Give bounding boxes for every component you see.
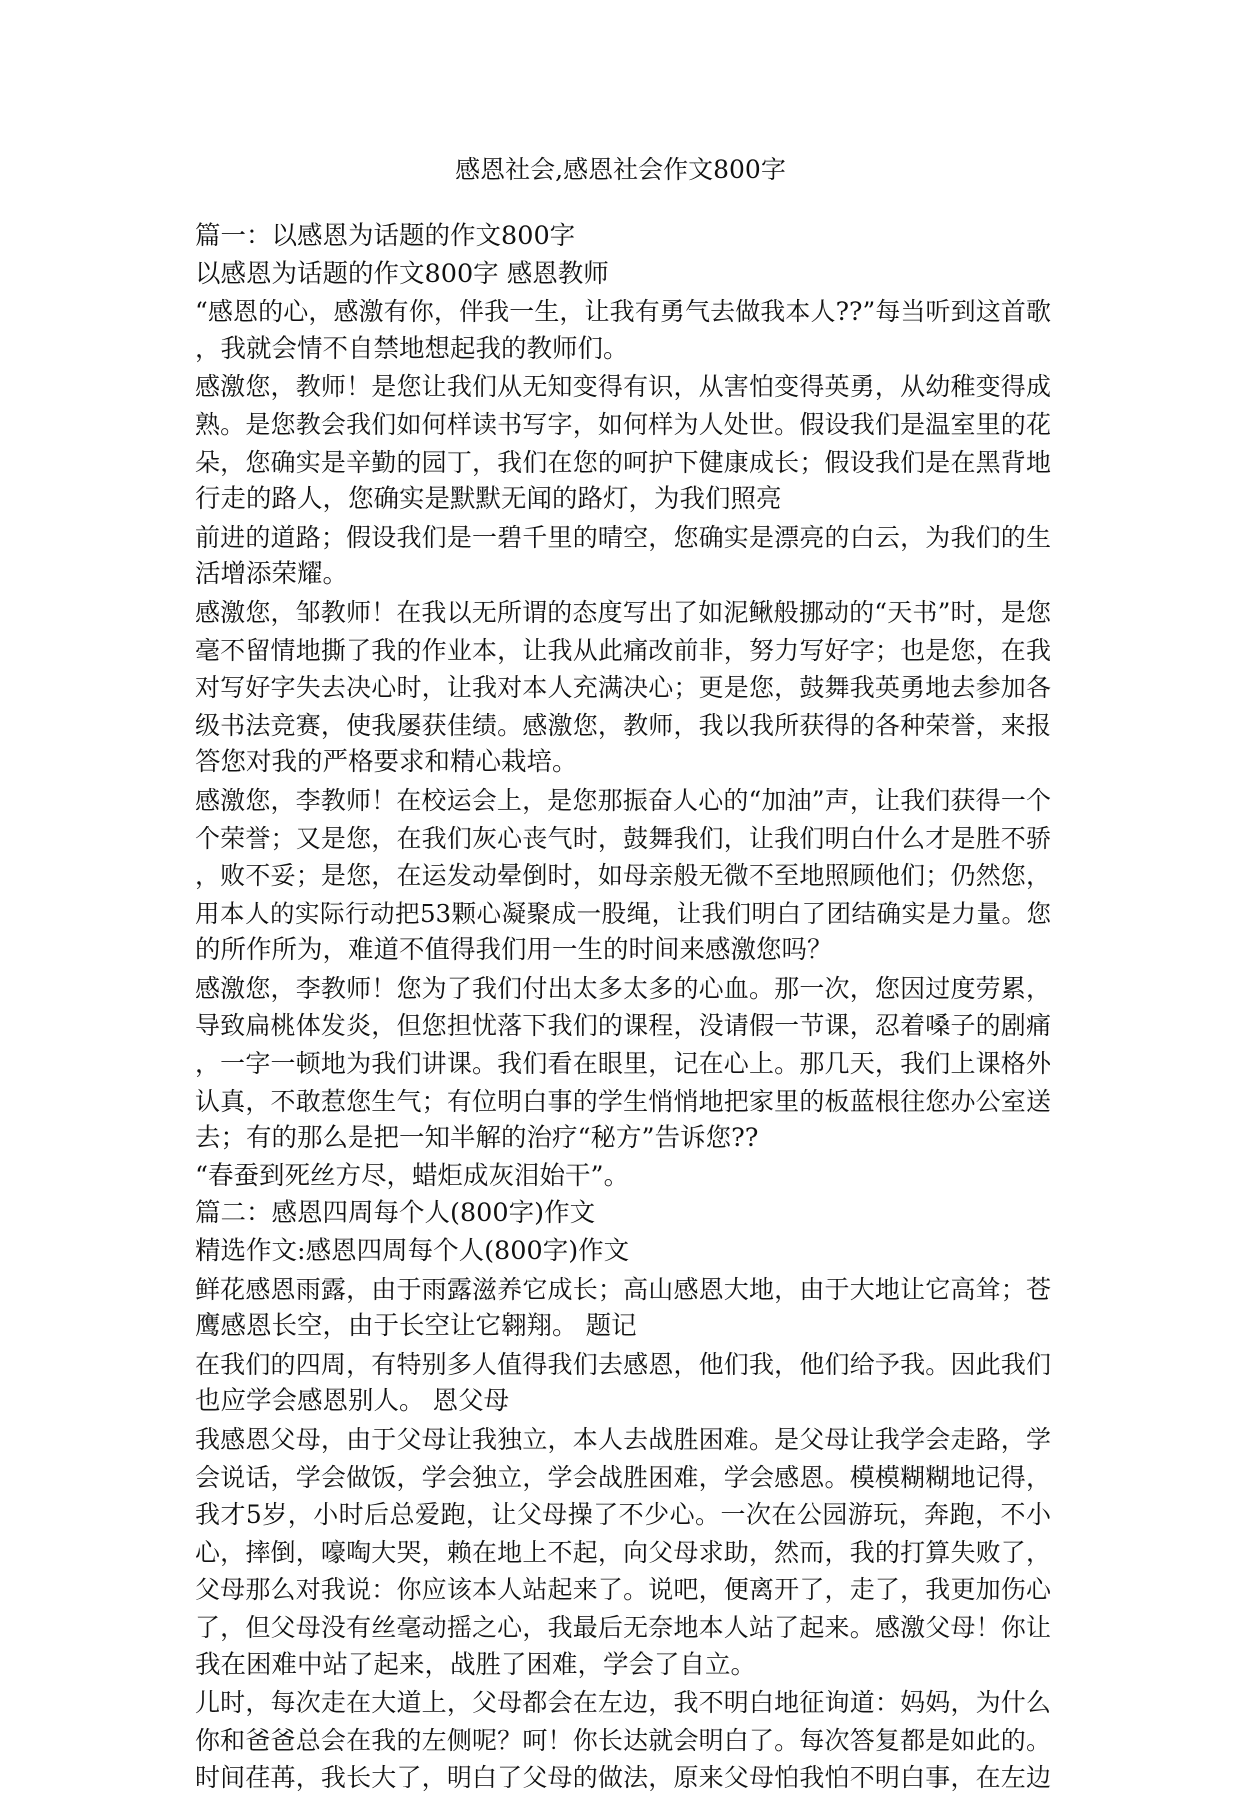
text-line: 导致扁桃体发炎，但您担忧落下我们的课程，没请假一节课，忍着嗓子的剧痛: [195, 1011, 1051, 1041]
text-line: 的所作所为，难道不值得我们用一生的时间来感激您吗？: [195, 935, 833, 966]
text-line: 行走的路人，您确实是默默无闻的路灯，为我们照亮: [195, 484, 782, 515]
text-line: 你和爸爸总会在我的左侧呢？呵！你长达就会明白了。每次答复都是如此的。: [195, 1725, 1051, 1755]
text-line: ，一字一顿地为我们讲课。我们看在眼里，记在心上。那几天，我们上课格外: [195, 1049, 1051, 1079]
text-line: ，败不妥；是您，在运发动晕倒时，如母亲般无微不至地照顾他们；仍然您，: [195, 861, 1051, 891]
text-line: 感激您，李教师！在校运会上，是您那振奋人心的“加油”声，让我们获得一个: [195, 785, 1051, 815]
text-line: 心，摔倒，嚎啕大哭，赖在地上不起，向父母求助，然而，我的打算失败了，: [195, 1537, 1051, 1567]
text-line: 了，但父母没有丝毫动摇之心，我最后无奈地本人站了起来。感激父母！你让: [195, 1612, 1051, 1642]
text-line: 精选作文:感恩四周每个人(800字)作文: [195, 1236, 630, 1267]
text-line: 去；有的那么是把一知半解的治疗“秘方”告诉您??: [195, 1123, 759, 1154]
text-line: 我在困难中站了起来，战胜了困难，学会了自立。: [195, 1649, 757, 1680]
text-line: “春蚕到死丝方尽，蜡炬成灰泪始干”。: [195, 1160, 630, 1191]
text-line: 个荣誉；又是您，在我们灰心丧气时，鼓舞我们，让我们明白什么才是胜不骄: [195, 823, 1051, 853]
text-line: 时间荏苒，我长大了，明白了父母的做法，原来父母怕我怕不明白事，在左边: [195, 1763, 1051, 1793]
text-line: 熟。是您教会我们如何样读书写字，如何样为人处世。假设我们是温室里的花: [195, 409, 1051, 439]
text-line: 鲜花感恩雨露，由于雨露滋养它成长；高山感恩大地，由于大地让它高耸；苍: [195, 1274, 1051, 1304]
text-line: 也应学会感恩别人。 恩父母: [195, 1386, 510, 1417]
text-line: 对写好字失去决心时，让我对本人充满决心；更是您，鼓舞我英勇地去参加各: [195, 673, 1051, 703]
text-line: 会说话，学会做饭，学会独立，学会战胜困难，学会感恩。模模糊糊地记得，: [195, 1462, 1051, 1492]
text-line: 我感恩父母，由于父母让我独立，本人去战胜困难。是父母让我学会走路，学: [195, 1425, 1051, 1454]
text-line: 前进的道路；假设我们是一碧千里的晴空，您确实是漂亮的白云，为我们的生: [195, 522, 1051, 552]
text-line: 活增添荣耀。: [195, 559, 349, 590]
text-line: 儿时，每次走在大道上，父母都会在左边，我不明白地征询道：妈妈，为什么: [195, 1688, 1051, 1718]
text-line: 我才5岁，小时后总爱跑，让父母操了不少心。一次在公园游玩，奔跑，不小: [195, 1500, 1051, 1530]
text-line: 认真，不敢惹您生气；有位明白事的学生悄悄地把家里的板蓝根往您办公室送: [195, 1086, 1051, 1116]
text-line: 感激您，教师！是您让我们从无知变得有识，从害怕变得英勇，从幼稚变得成: [195, 372, 1051, 402]
text-line: 朵，您确实是辛勤的园丁，我们在您的呵护下健康成长；假设我们是在黑背地: [195, 447, 1051, 477]
text-line: 篇一：以感恩为话题的作文800字: [195, 221, 576, 251]
text-line: 以感恩为话题的作文800字 感恩教师: [195, 258, 609, 289]
text-line: 用本人的实际行动把53颗心凝聚成一股绳，让我们明白了团结确实是力量。您: [195, 898, 1051, 928]
document-title: 感恩社会,感恩社会作文800字: [455, 155, 786, 184]
text-line: 级书法竞赛，使我屡获佳绩。感激您，教师，我以我所获得的各种荣誉，来报: [195, 710, 1051, 740]
text-line: 感激您，邹教师！在我以无所谓的态度写出了如泥鳅般挪动的“天书”时，是您: [195, 597, 1051, 627]
text-line: ，我就会情不自禁地想起我的教师们。: [195, 333, 629, 364]
text-line: 感激您，李教师！您为了我们付出太多太多的心血。那一次，您因过度劳累，: [195, 973, 1051, 1003]
document-body: [195, 218, 1051, 1797]
text-line: 篇二：感恩四周每个人(800字)作文: [195, 1198, 596, 1229]
text-line: “感恩的心，感激有你，伴我一生，让我有勇气去做我本人??”每当听到这首歌: [195, 297, 1051, 327]
text-line: 答您对我的严格要求和精心栽培。: [195, 747, 578, 778]
text-line: 鹰感恩长空，由于长空让它翱翔。 题记: [195, 1311, 637, 1342]
text-line: 父母那么对我说：你应该本人站起来了。说吧，便离开了，走了，我更加伤心: [195, 1575, 1051, 1605]
text-line: 在我们的四周，有特别多人值得我们去感恩，他们我，他们给予我。因此我们: [195, 1349, 1051, 1379]
text-line: 毫不留情地撕了我的作业本，让我从此痛改前非，努力写好字；也是您，在我: [195, 635, 1051, 665]
